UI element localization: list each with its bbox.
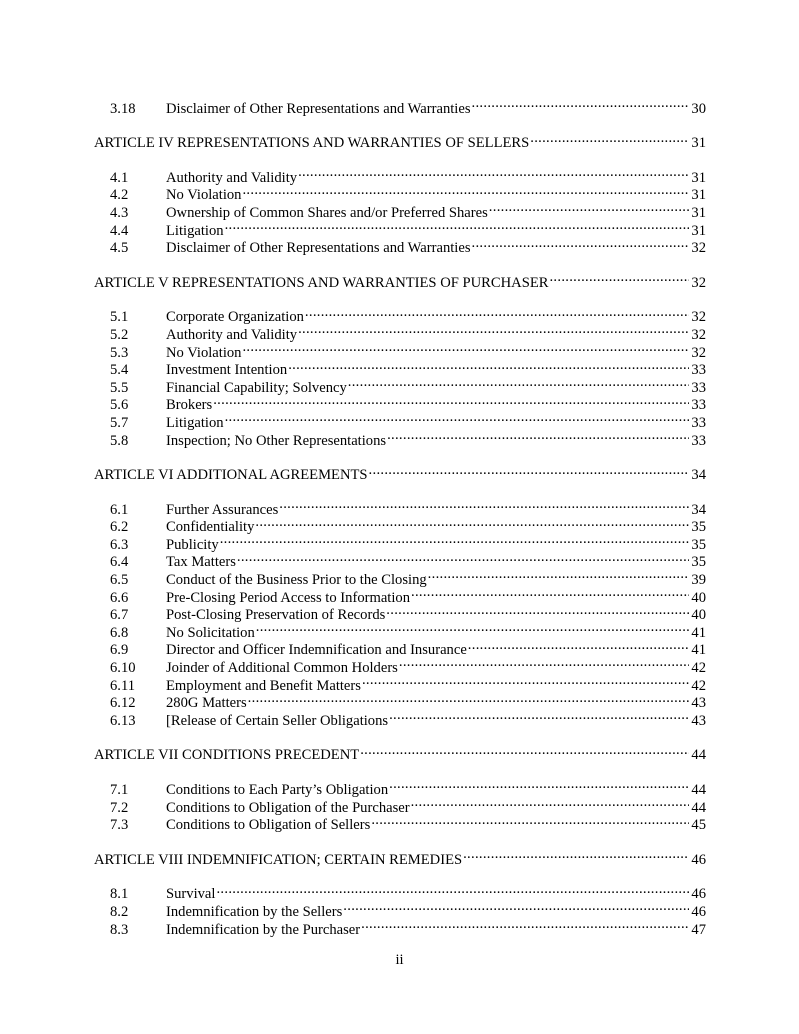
toc-section-number: 5.1 [110,309,129,326]
toc-section-number: 6.4 [110,554,129,571]
toc-entry[interactable] [94,304,706,326]
toc-article-title: ARTICLE VI ADDITIONAL AGREEMENTS [94,467,368,484]
toc-page-number: 32 [691,309,706,326]
toc-section-title: No Violation [166,187,242,204]
toc-page-number: 46 [691,851,706,868]
toc-section-number: 5.7 [110,414,129,431]
toc-section-number: 7.1 [110,782,129,798]
dot-leader [255,514,689,532]
toc-section-title: Director and Officer Indemnification and Insurance [166,642,467,659]
dot-leader [225,409,690,427]
toc-page-number: 39 [691,572,706,589]
toc-section-title: Joinder of Additional Common Holders [166,660,398,677]
toc-section-number: 5.3 [110,344,129,361]
toc-section-title: Further Assurances [166,501,279,518]
toc-page-number: 32 [691,326,706,343]
toc-page-number: 31 [691,222,706,239]
toc-page-number: 41 [691,642,706,659]
toc-section-number: 5.6 [110,397,129,414]
toc-section-title: Publicity [166,536,219,553]
toc-section-number: 8.2 [110,903,129,920]
toc-section-title: Financial Capability; Solvency [166,379,347,396]
toc-section-title: Investment Intention [166,362,288,379]
toc-entry[interactable] [94,776,706,798]
toc-section-title: 280G Matters [166,695,247,712]
toc-section-title: Corporate Organization [166,309,304,326]
dot-leader [256,619,690,637]
dot-leader [361,916,689,934]
toc-section-title: Conditions to Obligation of the Purchaser [166,799,410,816]
toc-section-title: Indemnification by the Purchaser [166,921,361,938]
dot-leader [472,95,690,113]
toc-section-number: 6.9 [110,642,129,659]
toc-section-number: 6.8 [110,624,129,641]
dot-leader [225,217,690,235]
toc-section-title: Conduct of the Business Prior to the Closing [166,572,427,589]
toc-section-title: Ownership of Common Shares and/or Preferred Shares [166,204,488,221]
toc-section-title: No Violation [166,344,242,361]
dot-leader [237,549,690,567]
toc-page-number: 35 [691,536,706,553]
toc-section-number: 6.2 [110,519,129,536]
toc-section-number: 6.11 [110,677,135,694]
dot-leader [386,602,689,620]
dot-leader [242,182,689,200]
toc-page-number: 35 [691,554,706,571]
dot-leader [411,584,689,602]
toc-page-number: 32 [691,274,706,291]
dot-leader [298,164,689,182]
toc-section-title: Pre-Closing Period Access to Information [166,589,411,606]
dot-leader [248,690,690,708]
toc-section-number: 4.4 [110,222,129,239]
toc-page-number: 32 [691,344,706,361]
toc-section-number: 6.10 [110,660,136,677]
dot-leader [489,199,690,217]
toc-page-number: 44 [691,799,706,816]
toc-section-number: 8.1 [110,886,129,903]
dot-leader [279,496,689,514]
toc-section-title: Post-Closing Preservation of Records [166,607,386,624]
toc-article-title: ARTICLE V REPRESENTATIONS AND WARRANTIES OF PURCHASER [94,274,549,291]
toc-article-title: ARTICLE VII CONDITIONS PRECEDENT [94,747,360,764]
toc-section-title: [Release of Certain Seller Obligations [166,712,389,729]
dot-leader [387,427,689,445]
toc-page-number: 31 [691,204,706,221]
toc-page-number: 34 [691,501,706,518]
toc-page-number: 46 [691,903,706,920]
toc-section-number: 8.3 [110,921,129,938]
toc-section-title: Inspection; No Other Representations [166,432,387,449]
toc-article-title: ARTICLE VIII INDEMNIFICATION; CERTAIN REMEDIES [94,851,463,868]
toc-section-title: Conditions to Obligation of Sellers [166,817,371,834]
toc-page-number: 30 [691,100,706,117]
toc-section-number: 6.12 [110,695,136,712]
dot-leader [348,374,690,392]
dot-leader [530,130,689,148]
toc-section-number: 7.3 [110,817,129,834]
toc-section-title: No Solicitation [166,624,255,641]
toc-section-number: 6.13 [110,712,136,729]
toc-page-number: 40 [691,607,706,624]
dot-leader [468,637,690,655]
toc-page-number: 44 [691,782,706,798]
toc-page-number: 31 [691,169,706,186]
toc-page-number: 34 [691,467,706,484]
toc-section-number: 6.6 [110,589,129,606]
toc-section-number: 6.5 [110,572,129,589]
toc-section-title: Litigation [166,414,224,431]
toc-page-number: 41 [691,624,706,641]
toc-entry[interactable] [94,95,706,117]
dot-leader [343,898,689,916]
dot-leader [362,672,689,690]
toc-section-title: Confidentiality [166,519,255,536]
toc-entry[interactable] [94,496,706,518]
toc-page-number: 42 [691,660,706,677]
toc-section-title: Litigation [166,222,224,239]
toc-article-heading[interactable] [94,462,706,484]
toc-article-title: ARTICLE IV REPRESENTATIONS AND WARRANTIES OF SELLERS [94,135,530,152]
toc-entry[interactable] [94,881,706,903]
table-of-contents [94,95,706,938]
page-number: ii [395,952,404,968]
toc-page-number: 33 [691,379,706,396]
toc-section-number: 6.3 [110,536,129,553]
toc-page-number: 45 [691,817,706,834]
dot-leader [411,794,690,812]
toc-page-number: 33 [691,362,706,379]
toc-section-title: Tax Matters [166,554,236,571]
dot-leader [389,776,689,794]
toc-page-number: 47 [691,921,706,938]
toc-section-title: Disclaimer of Other Representations and Warranties [166,100,471,117]
dot-leader [399,654,690,672]
toc-page-number: 31 [691,135,706,152]
dot-leader [549,269,689,287]
dot-leader [472,235,690,253]
toc-page-number: 46 [691,886,706,903]
dot-leader [369,462,690,480]
toc-section-number: 5.5 [110,379,129,396]
toc-article-heading[interactable] [94,269,706,291]
toc-article-heading[interactable] [94,130,706,152]
toc-page-number: 40 [691,589,706,606]
toc-entry[interactable] [94,164,706,186]
toc-section-number: 5.2 [110,326,129,343]
dot-leader [305,304,689,322]
toc-page-number: 33 [691,432,706,449]
dot-leader [389,707,689,725]
toc-page-number: 33 [691,397,706,414]
toc-section-number: 4.5 [110,240,129,257]
toc-article-heading[interactable] [94,742,706,764]
dot-leader [220,531,690,549]
toc-section-number: 4.2 [110,187,129,204]
toc-page-number: 44 [691,747,706,764]
toc-section-number: 6.7 [110,607,129,624]
toc-section-title: Authority and Validity [166,169,298,186]
dot-leader [298,321,689,339]
toc-page-number: 35 [691,519,706,536]
toc-page-number: 33 [691,414,706,431]
toc-section-title: Conditions to Each Party’s Obligation [166,782,389,798]
toc-section-number: 5.8 [110,432,129,449]
toc-page-number: 31 [691,187,706,204]
dot-leader [216,881,689,899]
toc-section-title: Survival [166,886,216,903]
dot-leader [213,392,689,410]
toc-section-number: 7.2 [110,799,129,816]
toc-page-number: 43 [691,695,706,712]
dot-leader [360,742,689,760]
toc-page-number: 42 [691,677,706,694]
toc-page-number: 32 [691,240,706,257]
toc-section-title: Brokers [166,397,213,414]
toc-section-number: 6.1 [110,501,129,518]
toc-article-heading[interactable] [94,846,706,868]
toc-section-number: 3.18 [110,100,136,117]
dot-leader [242,339,689,357]
dot-leader [463,846,689,864]
toc-section-number: 5.4 [110,362,129,379]
toc-page-number: 43 [691,712,706,729]
toc-section-number: 4.3 [110,204,129,221]
dot-leader [371,812,689,830]
toc-section-number: 4.1 [110,169,129,186]
dot-leader [288,357,689,375]
toc-section-title: Employment and Benefit Matters [166,677,361,694]
toc-section-title: Authority and Validity [166,326,298,343]
dot-leader [428,566,690,584]
toc-section-title: Disclaimer of Other Representations and Warranties [166,240,471,257]
toc-section-title: Indemnification by the Sellers [166,903,343,920]
